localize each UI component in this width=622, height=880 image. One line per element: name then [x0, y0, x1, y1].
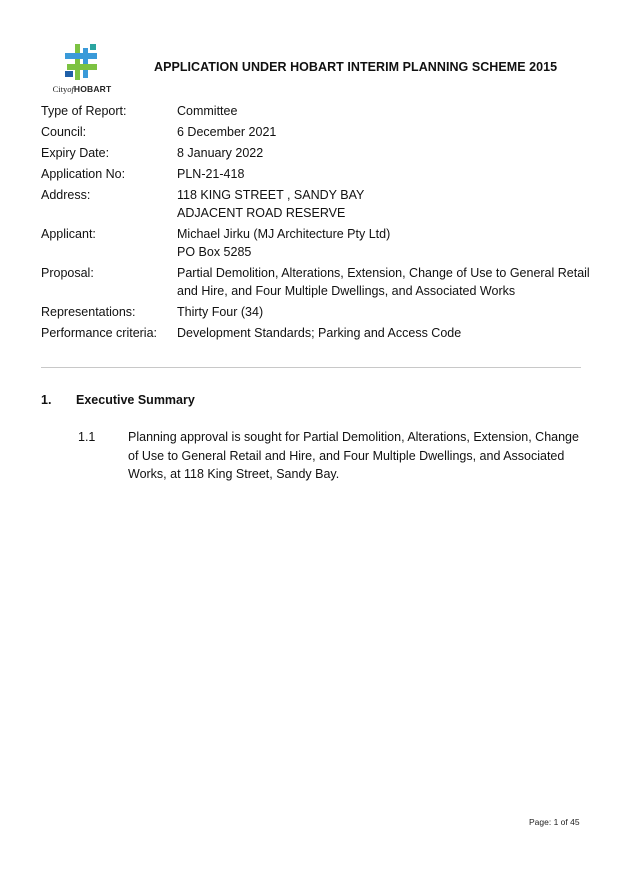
detail-row [41, 123, 586, 141]
document-title: APPLICATION UNDER HOBART INTERIM PLANNING SCHEME 2015 [154, 60, 558, 74]
detail-label: Address: [41, 188, 91, 202]
hobart-logo-mark [64, 44, 98, 80]
detail-value-line: Committee [177, 104, 238, 118]
detail-value-line: PO Box 5285 [177, 245, 252, 259]
detail-label: Representations: [41, 305, 136, 319]
logo-connector: of [67, 84, 74, 94]
paragraph [78, 428, 588, 484]
detail-row [41, 144, 586, 162]
detail-label: Type of Report: [41, 104, 127, 118]
section-heading [41, 393, 195, 407]
detail-value [177, 264, 590, 300]
detail-row [41, 264, 590, 300]
application-details [41, 102, 590, 345]
detail-row [41, 186, 586, 222]
logo-name: HOBART [73, 84, 112, 94]
paragraph-line: Works, at 118 King Street, Sandy Bay. [128, 467, 340, 481]
detail-value-line: and Hire, and Four Multiple Dwellings, and Associated Works [177, 284, 516, 298]
detail-value-line: Michael Jirku (MJ Architecture Pty Ltd) [177, 227, 391, 241]
detail-value-line: Development Standards; Parking and Access Code [177, 326, 462, 340]
detail-row [41, 225, 586, 261]
section-divider [41, 367, 581, 368]
detail-row [41, 165, 586, 183]
detail-label: Expiry Date: [41, 146, 110, 160]
logo-prefix: City [52, 84, 68, 94]
detail-value [177, 324, 586, 342]
detail-value-line: Partial Demolition, Alterations, Extension, Change of Use to General Retail [177, 266, 590, 280]
section-title: Executive Summary [76, 393, 195, 407]
detail-row [41, 102, 586, 120]
detail-label: Proposal: [41, 266, 94, 280]
page-number: Page: 1 of 45 [529, 817, 580, 827]
detail-value [177, 123, 586, 141]
detail-value-line: Thirty Four (34) [177, 305, 264, 319]
section-number: 1. [41, 393, 52, 407]
detail-value [177, 102, 586, 120]
logo-wordmark [44, 84, 120, 94]
detail-label: Performance criteria: [41, 326, 158, 340]
detail-value-line: ADJACENT ROAD RESERVE [177, 206, 346, 220]
detail-row [41, 303, 586, 321]
detail-value-line: 8 January 2022 [177, 146, 264, 160]
paragraph-line: Planning approval is sought for Partial Demolition, Alterations, Extension, Change [128, 430, 579, 444]
paragraph-text [128, 428, 588, 484]
detail-value [177, 165, 586, 183]
detail-value [177, 303, 586, 321]
detail-row [41, 324, 586, 342]
city-of-hobart-logo [44, 44, 120, 96]
detail-value [177, 144, 586, 162]
detail-value-line: PLN-21-418 [177, 167, 245, 181]
detail-value-line: 6 December 2021 [177, 125, 277, 139]
detail-value-line: 118 KING STREET , SANDY BAY [177, 188, 365, 202]
paragraph-line: of Use to General Retail and Hire, and Four Multiple Dwellings, and Associated [128, 448, 565, 463]
detail-value [177, 225, 586, 261]
detail-value [177, 186, 586, 222]
detail-label: Council: [41, 125, 87, 139]
paragraph-number: 1.1 [78, 430, 96, 444]
detail-label: Application No: [41, 167, 126, 181]
detail-label: Applicant: [41, 227, 96, 241]
